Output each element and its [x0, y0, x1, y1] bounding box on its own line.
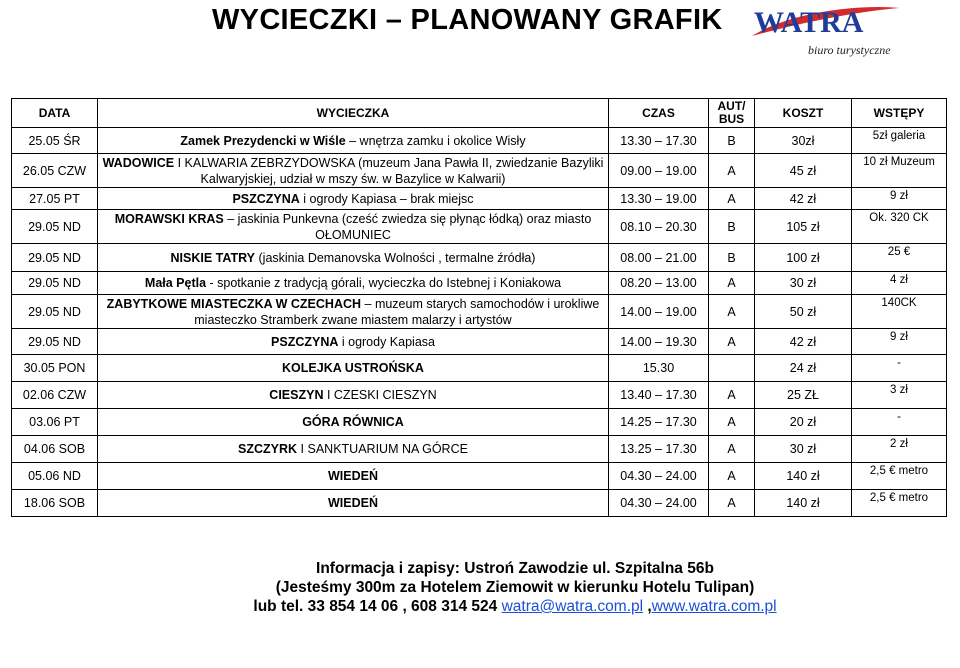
header-trip: WYCIECZKA	[98, 99, 609, 128]
cell-bus: A	[709, 329, 755, 355]
cell-entry: 5zł galeria	[852, 128, 947, 154]
trip-name: WADOWICE	[102, 155, 175, 170]
cell-entry: 2,5 € metro	[852, 463, 947, 490]
cell-trip	[98, 188, 609, 210]
trip-details: I CZESKI CIESZYN	[323, 388, 437, 402]
table-row	[12, 154, 947, 188]
cell-trip	[98, 154, 609, 188]
cell-date: 29.05 ND	[12, 329, 98, 355]
table-row	[12, 382, 947, 409]
cell-entry: -	[852, 355, 947, 382]
header-cost: KOSZT	[755, 99, 852, 128]
cell-entry: -	[852, 409, 947, 436]
cell-bus: A	[709, 463, 755, 490]
table-row	[12, 210, 947, 244]
trip-details: I KALWARIA ZEBRZYDOWSKA (muzeum Jana Pawła II, zwiedzanie Bazyliki Kalwaryjskiej, udział w mszy św. w Bazylice w Kalwarii)	[174, 155, 604, 186]
cell-bus: A	[709, 382, 755, 409]
footer-phones: lub tel. 33 854 14 06 , 608 314 524	[253, 598, 502, 615]
cell-date: 05.06 ND	[12, 463, 98, 490]
cell-time: 09.00 – 19.00	[609, 154, 709, 188]
cell-cost: 140 zł	[755, 463, 852, 490]
trip-name: WIEDEŃ	[328, 469, 378, 483]
cell-cost: 50 zł	[755, 295, 852, 329]
table-row	[12, 463, 947, 490]
cell-time: 15.30	[609, 355, 709, 382]
cell-cost: 30zł	[755, 128, 852, 154]
cell-date: 25.05 ŚR	[12, 128, 98, 154]
cell-time: 04.30 – 24.00	[609, 463, 709, 490]
cell-bus: A	[709, 490, 755, 517]
trip-name: ZABYTKOWE MIASTECZKA W CZECHACH	[106, 296, 362, 311]
cell-trip	[98, 244, 609, 272]
footer-address: Informacja i zapisy: Ustroń Zawodzie ul. Szpitalna 56b	[316, 560, 714, 577]
cell-trip	[98, 272, 609, 295]
cell-entry: 140CK	[852, 295, 947, 329]
cell-time: 04.30 – 24.00	[609, 490, 709, 517]
trip-details: i ogrody Kapiasa – brak miejsc	[299, 191, 474, 206]
cell-date: 18.06 SOB	[12, 490, 98, 517]
footer-contact-line	[0, 597, 960, 616]
trip-details: – wnętrza zamku i okolice Wisły	[345, 133, 526, 148]
cell-date: 27.05 PT	[12, 188, 98, 210]
table-row	[12, 272, 947, 295]
cell-trip	[98, 490, 609, 517]
cell-cost: 30 zł	[755, 272, 852, 295]
table-row	[12, 409, 947, 436]
cell-date: 29.05 ND	[12, 272, 98, 295]
table-row	[12, 188, 947, 210]
table-header-row	[12, 99, 947, 128]
cell-date: 30.05 PON	[12, 355, 98, 382]
cell-trip	[98, 382, 609, 409]
trip-details: - spotkanie z tradycją górali, wycieczka do Istebnej i Koniakowa	[206, 276, 562, 290]
cell-trip	[98, 409, 609, 436]
table-row	[12, 490, 947, 517]
trip-details: (jaskinia Demanovska Wolności , termalne źródła)	[255, 250, 536, 265]
logo-brand-text: WATRA	[754, 6, 864, 39]
cell-trip	[98, 436, 609, 463]
cell-entry: 9 zł	[852, 329, 947, 355]
cell-cost: 105 zł	[755, 210, 852, 244]
cell-bus: A	[709, 154, 755, 188]
header-time: CZAS	[609, 99, 709, 128]
trip-name: KOLEJKA USTROŃSKA	[282, 361, 424, 375]
cell-entry: 2 zł	[852, 436, 947, 463]
header-entry: WSTĘPY	[852, 99, 947, 128]
cell-bus: A	[709, 436, 755, 463]
trip-name: SZCZYRK	[238, 442, 298, 456]
cell-date: 02.06 CZW	[12, 382, 98, 409]
cell-entry: 25 €	[852, 244, 947, 272]
email-link[interactable]: watra@watra.com.pl	[501, 598, 644, 615]
cell-bus: A	[709, 272, 755, 295]
cell-entry: Ok. 320 CK	[852, 210, 947, 244]
logo-graphic	[750, 2, 920, 62]
cell-time: 13.30 – 17.30	[609, 128, 709, 154]
trip-name: NISKIE TATRY	[170, 250, 256, 265]
cell-time: 08.10 – 20.30	[609, 210, 709, 244]
cell-entry: 4 zł	[852, 272, 947, 295]
trip-details: – muzeum starych samochodów i urokliwe miasteczko Stramberk zwane miastem malarzy i artystów	[194, 296, 600, 327]
cell-bus: B	[709, 128, 755, 154]
contact-footer	[0, 559, 960, 616]
cell-cost: 25 ZŁ	[755, 382, 852, 409]
cell-date: 29.05 ND	[12, 295, 98, 329]
cell-time: 08.00 – 21.00	[609, 244, 709, 272]
table-row	[12, 329, 947, 355]
cell-entry: 9 zł	[852, 188, 947, 210]
cell-bus: B	[709, 244, 755, 272]
trip-details: I SANKTUARIUM NA GÓRCE	[297, 442, 468, 456]
footer-separator: ,	[643, 598, 652, 615]
trip-name: CIESZYN	[269, 388, 324, 402]
cell-bus: A	[709, 295, 755, 329]
cell-date: 04.06 SOB	[12, 436, 98, 463]
cell-trip	[98, 295, 609, 329]
cell-bus: B	[709, 210, 755, 244]
cell-trip	[98, 355, 609, 382]
table-row	[12, 128, 947, 154]
header-date: DATA	[12, 99, 98, 128]
cell-time: 13.30 – 19.00	[609, 188, 709, 210]
cell-cost: 45 zł	[755, 154, 852, 188]
trip-name: Zamek Prezydencki w Wiśle	[180, 133, 346, 148]
cell-trip	[98, 329, 609, 355]
cell-time: 13.25 – 17.30	[609, 436, 709, 463]
table-row	[12, 244, 947, 272]
cell-time: 13.40 – 17.30	[609, 382, 709, 409]
cell-entry: 2,5 € metro	[852, 490, 947, 517]
cell-cost: 42 zł	[755, 188, 852, 210]
trip-name: GÓRA RÓWNICA	[302, 415, 404, 429]
cell-time: 14.00 – 19.30	[609, 329, 709, 355]
trip-schedule-table	[11, 98, 947, 517]
cell-time: 08.20 – 13.00	[609, 272, 709, 295]
cell-entry: 3 zł	[852, 382, 947, 409]
cell-date: 03.06 PT	[12, 409, 98, 436]
cell-bus: A	[709, 188, 755, 210]
cell-cost: 20 zł	[755, 409, 852, 436]
cell-cost: 30 zł	[755, 436, 852, 463]
cell-date: 29.05 ND	[12, 210, 98, 244]
cell-time: 14.00 – 19.00	[609, 295, 709, 329]
cell-entry: 10 zł Muzeum	[852, 154, 947, 188]
page-title: WYCIECZKI – PLANOWANY GRAFIK	[212, 4, 723, 36]
table-row	[12, 355, 947, 382]
cell-cost: 24 zł	[755, 355, 852, 382]
cell-trip	[98, 210, 609, 244]
cell-date: 26.05 CZW	[12, 154, 98, 188]
watra-logo	[750, 2, 920, 62]
trip-details: – jaskinia Punkevna (cześć zwiedza się płynąc łódką) oraz miasto OŁOMUNIEC	[223, 211, 592, 242]
trip-name: PSZCZYNA	[271, 334, 339, 349]
trip-name: Mała Pętla	[144, 276, 207, 290]
trip-name: MORAWSKI KRAS	[114, 211, 224, 226]
trip-name: PSZCZYNA	[232, 191, 300, 206]
table-row	[12, 436, 947, 463]
cell-trip	[98, 463, 609, 490]
cell-bus	[709, 355, 755, 382]
website-link[interactable]: www.watra.com.pl	[651, 598, 777, 615]
table-row	[12, 295, 947, 329]
cell-cost: 100 zł	[755, 244, 852, 272]
cell-bus: A	[709, 409, 755, 436]
cell-trip	[98, 128, 609, 154]
trip-name: WIEDEŃ	[328, 496, 378, 510]
cell-cost: 42 zł	[755, 329, 852, 355]
logo-tagline: biuro turystyczne	[808, 43, 891, 57]
cell-date: 29.05 ND	[12, 244, 98, 272]
footer-location-note: (Jesteśmy 300m za Hotelem Ziemowit w kierunku Hotelu Tulipan)	[275, 579, 755, 596]
cell-cost: 140 zł	[755, 490, 852, 517]
cell-time: 14.25 – 17.30	[609, 409, 709, 436]
header-bus: AUT/ BUS	[709, 99, 755, 128]
trip-details: i ogrody Kapiasa	[338, 334, 435, 349]
